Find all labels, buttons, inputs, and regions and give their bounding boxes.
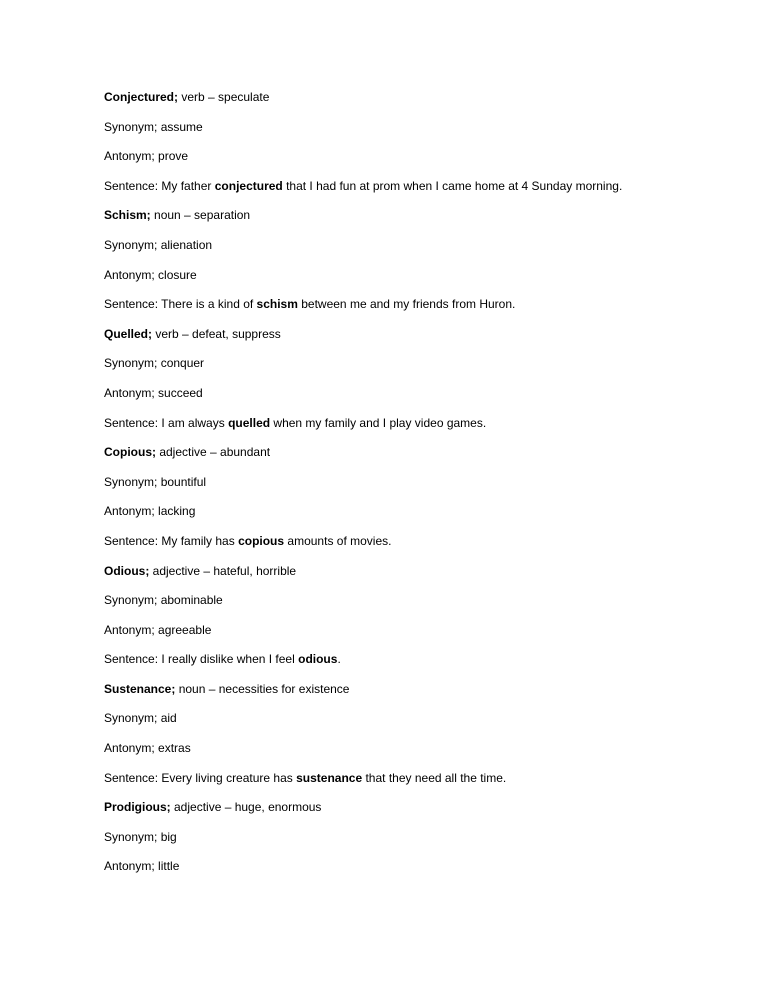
- sentence-after: amounts of movies.: [284, 533, 392, 548]
- vocab-entry: [104, 563, 724, 681]
- sentence-after: when my family and I play video games.: [270, 415, 487, 430]
- antonym-line: Antonym; prove: [104, 149, 189, 164]
- sentence-after: that they need all the time.: [362, 770, 507, 785]
- term-line: [104, 799, 724, 829]
- sentence-word: copious: [238, 533, 285, 548]
- synonym-line: Synonym; aid: [104, 711, 177, 726]
- antonym-line: Antonym; extras: [104, 741, 191, 756]
- term: Odious;: [104, 563, 150, 578]
- synonym-line: Synonym; assume: [104, 119, 203, 134]
- definition: adjective – abundant: [156, 445, 271, 460]
- definition: adjective – hateful, horrible: [149, 563, 297, 578]
- sentence-line: [104, 415, 724, 445]
- definition: noun – separation: [150, 208, 251, 223]
- definition: adjective – huge, enormous: [170, 800, 322, 815]
- vocab-entry: [104, 89, 724, 207]
- vocabulary-document: [104, 89, 724, 888]
- sentence-before: Sentence: There is a kind of: [104, 297, 257, 312]
- vocab-entry: [104, 326, 724, 444]
- vocab-entry: [104, 207, 724, 325]
- sentence-before: Sentence: My father: [104, 178, 215, 193]
- synonym-line: Synonym; abominable: [104, 593, 223, 608]
- antonym-line: Antonym; little: [104, 859, 180, 874]
- term-line: [104, 207, 724, 237]
- definition: verb – speculate: [178, 90, 270, 104]
- synonym-line: Synonym; big: [104, 829, 177, 844]
- term-line: [104, 563, 724, 593]
- sentence-word: conjectured: [214, 178, 283, 193]
- term-line: [104, 89, 724, 119]
- sentence-after: that I had fun at prom when I came home at 4 Sunday morning.: [282, 178, 623, 193]
- term: Schism;: [104, 208, 151, 223]
- sentence-word: quelled: [228, 415, 271, 430]
- sentence-line: [104, 296, 724, 326]
- term: Conjectured;: [104, 90, 179, 104]
- term: Prodigious;: [104, 800, 171, 815]
- sentence-before: Sentence: I really dislike when I feel: [104, 652, 299, 667]
- antonym-line: Antonym; lacking: [104, 504, 196, 519]
- antonym-line: Antonym; succeed: [104, 385, 203, 400]
- synonym-line: Synonym; bountiful: [104, 474, 207, 489]
- sentence-before: Sentence: I am always: [104, 415, 229, 430]
- sentence-before: Sentence: My family has: [104, 533, 239, 548]
- term: Quelled;: [104, 326, 153, 341]
- synonym-line: Synonym; alienation: [104, 237, 213, 252]
- sentence-line: [104, 178, 724, 208]
- sentence-word: schism: [256, 297, 298, 312]
- sentence-line: [104, 651, 724, 681]
- vocab-entry: [104, 444, 724, 562]
- sentence-word: sustenance: [296, 770, 363, 785]
- definition: verb – defeat, suppress: [152, 326, 281, 341]
- vocab-entry: [104, 799, 724, 888]
- term-line: [104, 681, 724, 711]
- term: Copious;: [104, 445, 156, 460]
- term: Sustenance;: [104, 681, 176, 696]
- sentence-word: odious: [298, 652, 338, 667]
- sentence-after: between me and my friends from Huron.: [297, 297, 516, 312]
- term-line: [104, 326, 724, 356]
- antonym-line: Antonym; closure: [104, 267, 197, 282]
- definition: noun – necessities for existence: [175, 681, 350, 696]
- sentence-line: [104, 533, 724, 563]
- sentence-after: .: [337, 652, 341, 667]
- sentence-before: Sentence: Every living creature has: [104, 770, 297, 785]
- synonym-line: Synonym; conquer: [104, 356, 205, 371]
- antonym-line: Antonym; agreeable: [104, 622, 212, 637]
- term-line: [104, 444, 724, 474]
- sentence-line: [104, 770, 724, 800]
- vocab-entry: [104, 681, 724, 799]
